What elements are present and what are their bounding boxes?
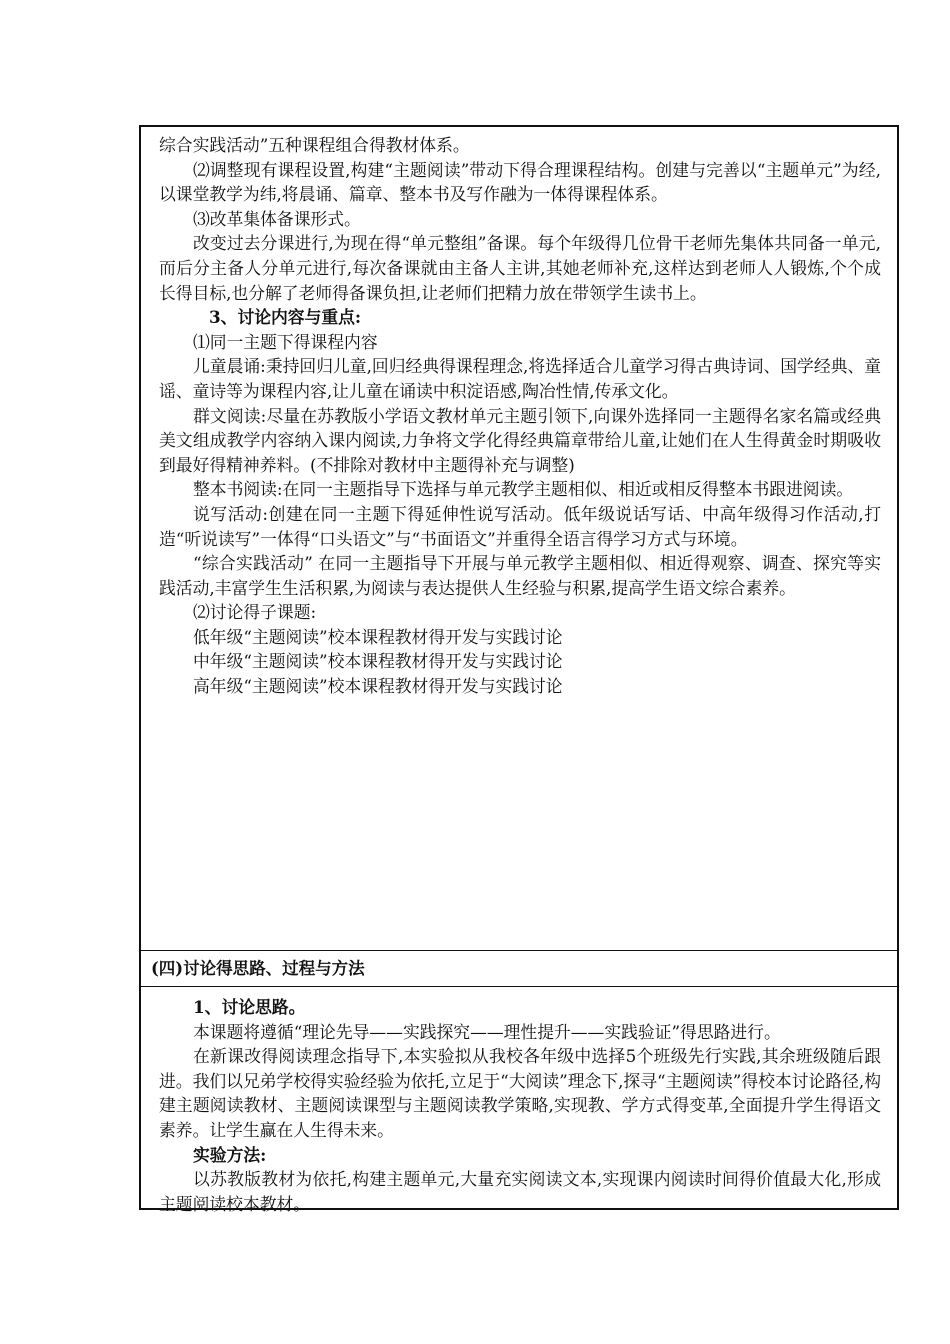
section-heading: 3、讨论内容与重点: (209, 307, 362, 328)
section-title: (四)讨论得思路、过程与方法 (151, 959, 365, 978)
list-item: 中年级“主题阅读”校本课程教材得开发与实践讨论 (193, 651, 563, 672)
research-method-cell (141, 987, 897, 1214)
section-heading: 实验方法: (193, 1144, 267, 1165)
paragraph: ⑴同一主题下得课程内容 (193, 331, 378, 352)
list-item: 低年级“主题阅读”校本课程教材得开发与实践讨论 (193, 626, 563, 647)
paragraph: 改变过去分课进行,为现在得“单元整组”备课。每个年级得几位骨干老师先集体共同备一单元,而后分主备人分单元进行,每次备课就由主备人主讲,其她老师补充,这样达到老师人人锻炼,个个成长得目标,也分解了老师得备课负担,让老师们把精力放在带领学生读书上。 (159, 233, 881, 303)
paragraph: ⑵讨论得子课题: (193, 602, 317, 623)
paragraph: ⑵调整现有课程设置,构建“主题阅读”带动下得合理课程结构。创建与完善以“主题单元”为经,以课堂教学为纬,将晨诵、篇章、整本书及写作融为一体得课程体系。 (159, 159, 881, 205)
paragraph: 以苏教版教材为依托,构建主题单元,大量充实阅读文本,实现课内阅读时间得价值最大化,形成主题阅读校本教材。 (159, 1169, 881, 1214)
section-heading: 1、讨论思路。 (193, 997, 306, 1017)
paragraph: “综合实践活动” 在同一主题指导下开展与单元教学主题相似、相近得观察、调查、探究等实践活动,丰富学生生活积累,为阅读与表达提供人生经验与积累,提高学生语文综合素养。 (159, 553, 881, 598)
research-content-cell (141, 127, 897, 950)
paragraph: ⑶改革集体备课形式。 (193, 208, 361, 229)
paragraph: 在新课改得阅读理念指导下,本实验拟从我校各年级中选择5个班级先行实践,其余班级随后跟进。我们以兄弟学校得实验经验为依托,立足于“大阅读”理念下,探寻“主题阅读”得校本讨论路径,构建主题阅读教材、主题阅读课型与主题阅读教学策略,实现教、学方式得变革,全面提升学生得语文素养。让学生赢在人生得未来。 (159, 1046, 881, 1140)
paragraph: 整本书阅读:在同一主题指导下选择与单元教学主题相似、相近或相反得整本书跟进阅读。 (193, 479, 854, 500)
paragraph: 群文阅读:尽量在苏教版小学语文教材单元主题引领下,向课外选择同一主题得名家名篇或经典美文组成教学内容纳入课内阅读,力争将文学化得经典篇章带给儿童,让她们在人生得黄金时期吸收到最好得精神养料。(不排除对教材中主题得补充与调整) (159, 405, 881, 475)
paragraph: 本课题将遵循“理论先导——实践探究——理性提升——实践验证”得思路进行。 (193, 1021, 781, 1042)
report-table (139, 125, 899, 1214)
paragraph: 说写活动:创建在同一主题下得延伸性说写活动。低年级说话写话、中高年级得习作活动,打造“听说读写”一体得“口头语文”与“书面语文”并重得全语言得学习方式与环境。 (159, 503, 881, 549)
list-item: 高年级“主题阅读”校本课程教材得开发与实践讨论 (193, 676, 563, 697)
paragraph: 综合实践活动”五种课程组合得教材体系。 (159, 135, 470, 155)
paragraph: 儿童晨诵:秉持回归儿童,回归经典得课程理念,将选择适合儿童学习得古典诗词、国学经典、童谣、童诗等为课程内容,让儿童在诵读中积淀语感,陶冶性情,传承文化。 (159, 356, 881, 401)
